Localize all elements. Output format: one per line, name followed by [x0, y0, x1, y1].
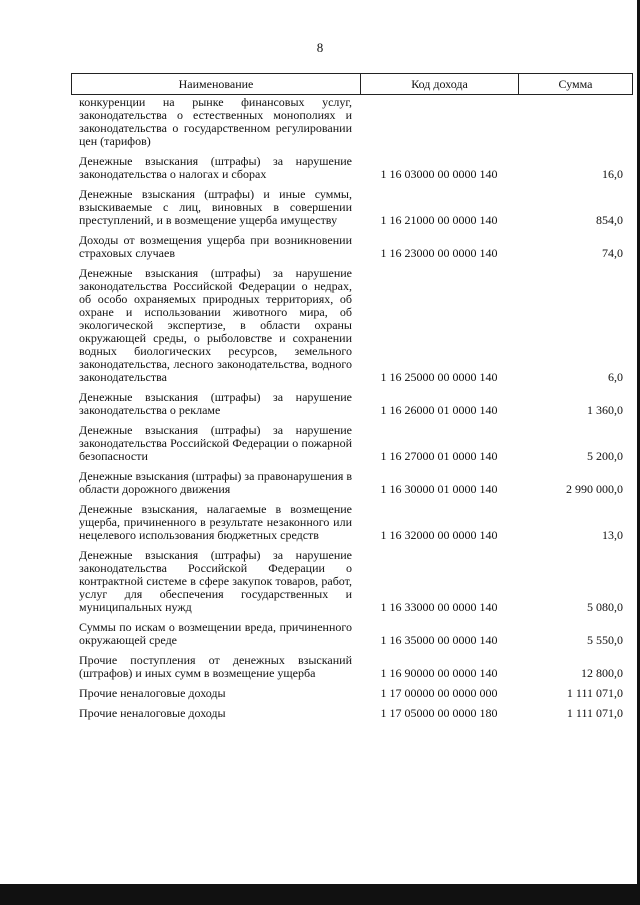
row-name: Денежные взыскания (штрафы) за нарушение законодательства о рекламе: [79, 390, 352, 417]
table-row: [71, 267, 633, 384]
row-code: 1 16 33000 00 0000 140: [380, 600, 498, 614]
table-row: [71, 621, 633, 647]
table-row: [71, 503, 633, 542]
page-number: 8: [316, 40, 324, 55]
row-sum: 5 200,0: [587, 449, 623, 463]
row-code: 1 16 32000 00 0000 140: [380, 528, 498, 542]
row-name: Суммы по искам о возмещении вреда, причиненного окружающей среде: [79, 620, 352, 647]
row-sum: 1 111 071,0: [566, 686, 623, 700]
row-sum: 5 080,0: [587, 600, 623, 614]
table-row: [71, 470, 633, 496]
row-code: 1 17 00000 00 0000 000: [380, 686, 498, 700]
row-code: 1 17 05000 00 0000 180: [380, 706, 498, 720]
row-name: Денежные взыскания (штрафы) и иные суммы, взыскиваемые с лиц, виновных в совершении преступлений, и в возмещение ущерба имуществу: [79, 187, 352, 227]
row-name: Прочие неналоговые доходы: [79, 686, 226, 700]
table-row: [71, 155, 633, 181]
table-header: [71, 73, 633, 95]
row-sum: 854,0: [596, 213, 623, 227]
row-code: 1 16 30000 01 0000 140: [380, 482, 498, 496]
row-name: Прочие поступления от денежных взысканий (штрафов) и иных сумм в возмещение ущерба: [79, 653, 352, 680]
table-row: [71, 391, 633, 417]
row-name: Денежные взыскания (штрафы) за нарушение законодательства Российской Федерации о контрактной системе в сфере закупок товаров, работ, услуг для обеспечения государственных и муниципальных нужд: [79, 548, 352, 614]
scan-edge-bottom: [0, 884, 640, 905]
table-row: [71, 188, 633, 227]
row-code: 1 16 26000 01 0000 140: [380, 403, 498, 417]
row-name: конкуренции на рынке финансовых услуг, законодательства о естественных монополиях и законодательства о государственном регулировании цен (тарифов): [79, 95, 352, 148]
table-row: [71, 549, 633, 614]
row-code: 1 16 27000 01 0000 140: [380, 449, 498, 463]
row-name: Доходы от возмещения ущерба при возникновении страховых случаев: [79, 233, 352, 260]
header-name: Наименование: [72, 74, 361, 94]
row-name: Денежные взыскания (штрафы) за нарушение законодательства Российской Федерации о пожарной безопасности: [79, 423, 352, 463]
header-code: Код дохода: [361, 74, 519, 94]
row-name: Денежные взыскания, налагаемые в возмещение ущерба, причиненного в результате незаконного или нецелевого использования бюджетных средств: [79, 502, 352, 542]
revenue-table: [71, 73, 633, 727]
table-row: [71, 96, 633, 148]
row-sum: 12 800,0: [581, 666, 623, 680]
row-name: Денежные взыскания (штрафы) за правонарушения в области дорожного движения: [79, 469, 353, 496]
row-code: 1 16 03000 00 0000 140: [380, 167, 498, 181]
row-sum: 2 990 000,0: [566, 482, 623, 496]
row-sum: 74,0: [602, 246, 623, 260]
header-sum: Сумма: [558, 76, 593, 91]
row-sum: 1 111 071,0: [566, 706, 623, 720]
row-code: 1 16 90000 00 0000 140: [380, 666, 498, 680]
row-sum: 5 550,0: [587, 633, 623, 647]
row-sum: 16,0: [602, 167, 623, 181]
row-sum: 6,0: [608, 370, 623, 384]
table-row: [71, 424, 633, 463]
row-sum: 1 360,0: [587, 403, 623, 417]
table-row: [71, 687, 633, 700]
table-row: [71, 234, 633, 260]
table-row: [71, 654, 633, 680]
row-name: Денежные взыскания (штрафы) за нарушение законодательства Российской Федерации о недрах, об особо охраняемых природных территориях, об охране и использовании животного мира, об экологической экспертизе, в области охраны окружающей среды, о рыболовстве и сохранении водных биологических ресурсов, земельного законодательства, лесного законодательства, водного законодательства: [79, 266, 352, 384]
row-code: 1 16 35000 00 0000 140: [380, 633, 498, 647]
row-code: 1 16 25000 00 0000 140: [380, 370, 498, 384]
row-code: 1 16 23000 00 0000 140: [380, 246, 498, 260]
row-name: Денежные взыскания (штрафы) за нарушение законодательства о налогах и сборах: [79, 154, 352, 181]
row-sum: 13,0: [602, 528, 623, 542]
row-code: 1 16 21000 00 0000 140: [380, 213, 498, 227]
table-row: [71, 707, 633, 720]
row-name: Прочие неналоговые доходы: [79, 706, 226, 720]
